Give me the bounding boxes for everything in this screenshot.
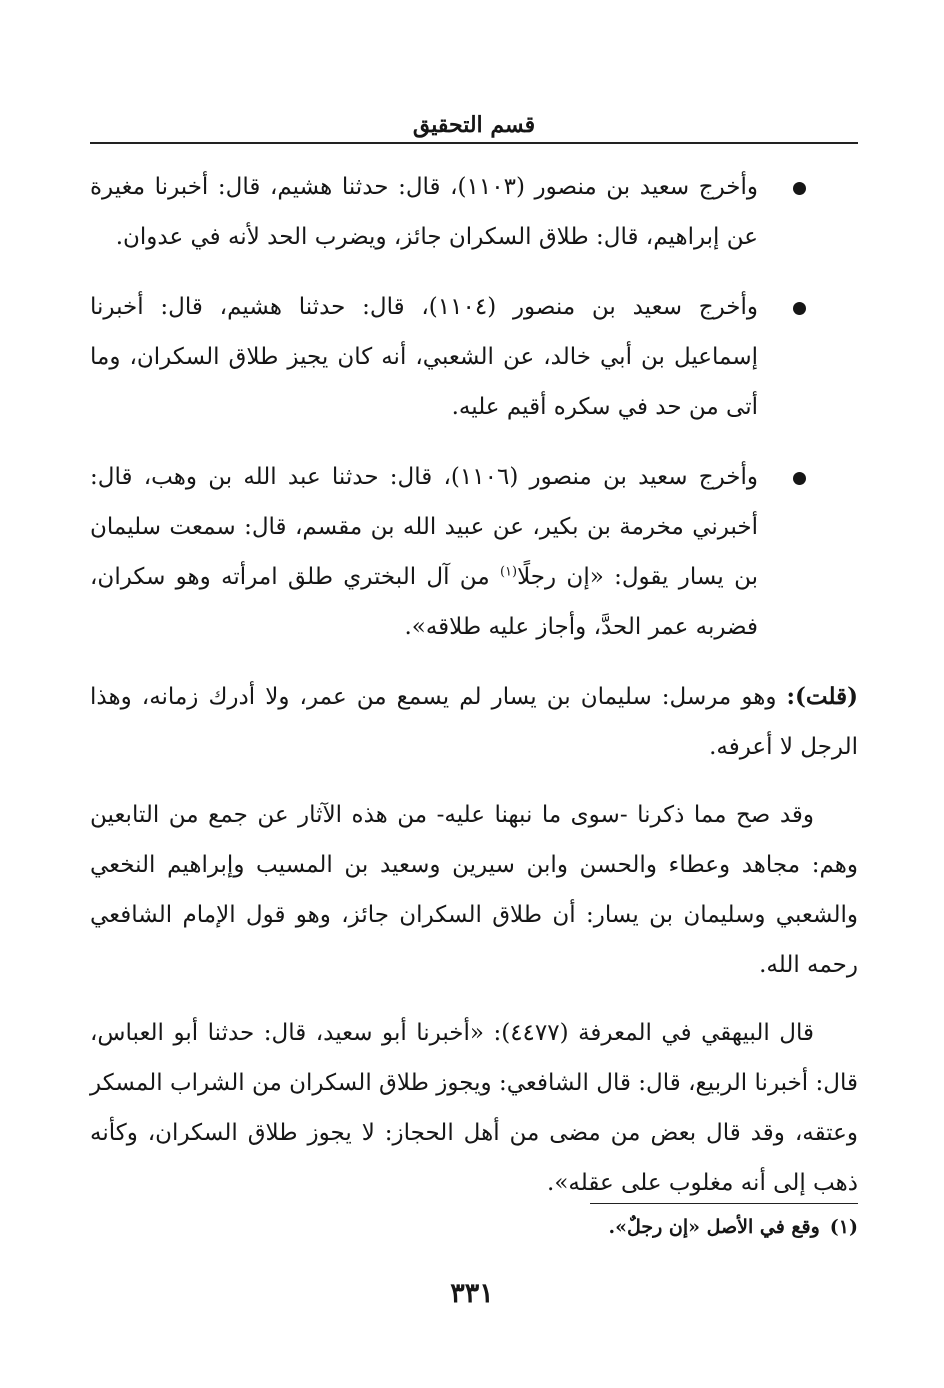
- paragraph: قال البيهقي في المعرفة (٤٤٧٧): «أخبرنا أبو سعيد، قال: حدثنا أبو العباس، قال: أخبرنا الربيع، قال: قال الشافعي: ويجوز طلاق السكران من الشراب المسكر وعتقه، وقد قال بعض من مضى من أهل الحجاز: لا يجوز طلاق السكران، وكأنه ذهب إلى أنه مغلوب على عقله».: [90, 1020, 858, 1196]
- footnote: [258, 1210, 858, 1244]
- page-number: ٣٣١: [450, 1278, 494, 1309]
- bullet-text-part: من آل البختري طلق امرأته وهو سكران، فضربه عمر الحدَّ، وأجاز عليه طلاقه».: [90, 564, 758, 640]
- note-label: (قلت):: [786, 683, 858, 710]
- bullet-text: وأخرج سعيد بن منصور (١١٠٣)، قال: حدثنا هشيم، قال: أخبرنا مغيرة عن إبراهيم، قال: طلاق السكران جائز، ويضرب الحد لأنه في عدوان.: [90, 174, 758, 250]
- bullet-item: [90, 452, 858, 652]
- footnote-text: وقع في الأصل «إن رجلٌ».: [608, 1216, 820, 1238]
- bullet-icon: [793, 472, 806, 485]
- bullet-item: [90, 162, 858, 262]
- header-rule: [90, 142, 858, 144]
- footnote-number: (١): [829, 1216, 858, 1238]
- bullet-text-part: وأخرج سعيد بن منصور (١١٠٦)، قال: حدثنا عبد الله بن وهب، قال: أخبرني مخرمة بن بكير، عن عبيد الله بن مقسم، قال: سمعت سليمان بن يسار يقول: «إن رجلًا: [90, 464, 758, 590]
- author-note: [90, 672, 858, 772]
- bullet-icon: [793, 302, 806, 315]
- paragraph: وقد صح مما ذكرنا -سوى ما نبهنا عليه- من هذه الآثار عن جمع من التابعين وهم: مجاهد وعطاء والحسن وابن سيرين وسعيد بن المسيب وإبراهيم النخعي والشعبي وسليمان بن يسار: أن طلاق السكران جائز، وهو قول الإمام الشافعي رحمه الله.: [90, 802, 858, 978]
- footnote-rule: [590, 1203, 858, 1204]
- main-text: [90, 162, 858, 1226]
- running-header: قسم التحقيق: [412, 112, 536, 138]
- bullet-text: وأخرج سعيد بن منصور (١١٠٤)، قال: حدثنا هشيم، قال: أخبرنا إسماعيل بن أبي خالد، عن الشعبي، أنه كان يجيز طلاق السكران، وما أتى من حد في سكره أقيم عليه.: [90, 294, 758, 420]
- footnote-reference: (١): [499, 564, 518, 580]
- bullet-icon: [793, 182, 806, 195]
- bullet-item: [90, 282, 858, 432]
- note-text: وهو مرسل: سليمان بن يسار لم يسمع من عمر، ولا أدرك زمانه، وهذا الرجل لا أعرفه.: [90, 684, 858, 760]
